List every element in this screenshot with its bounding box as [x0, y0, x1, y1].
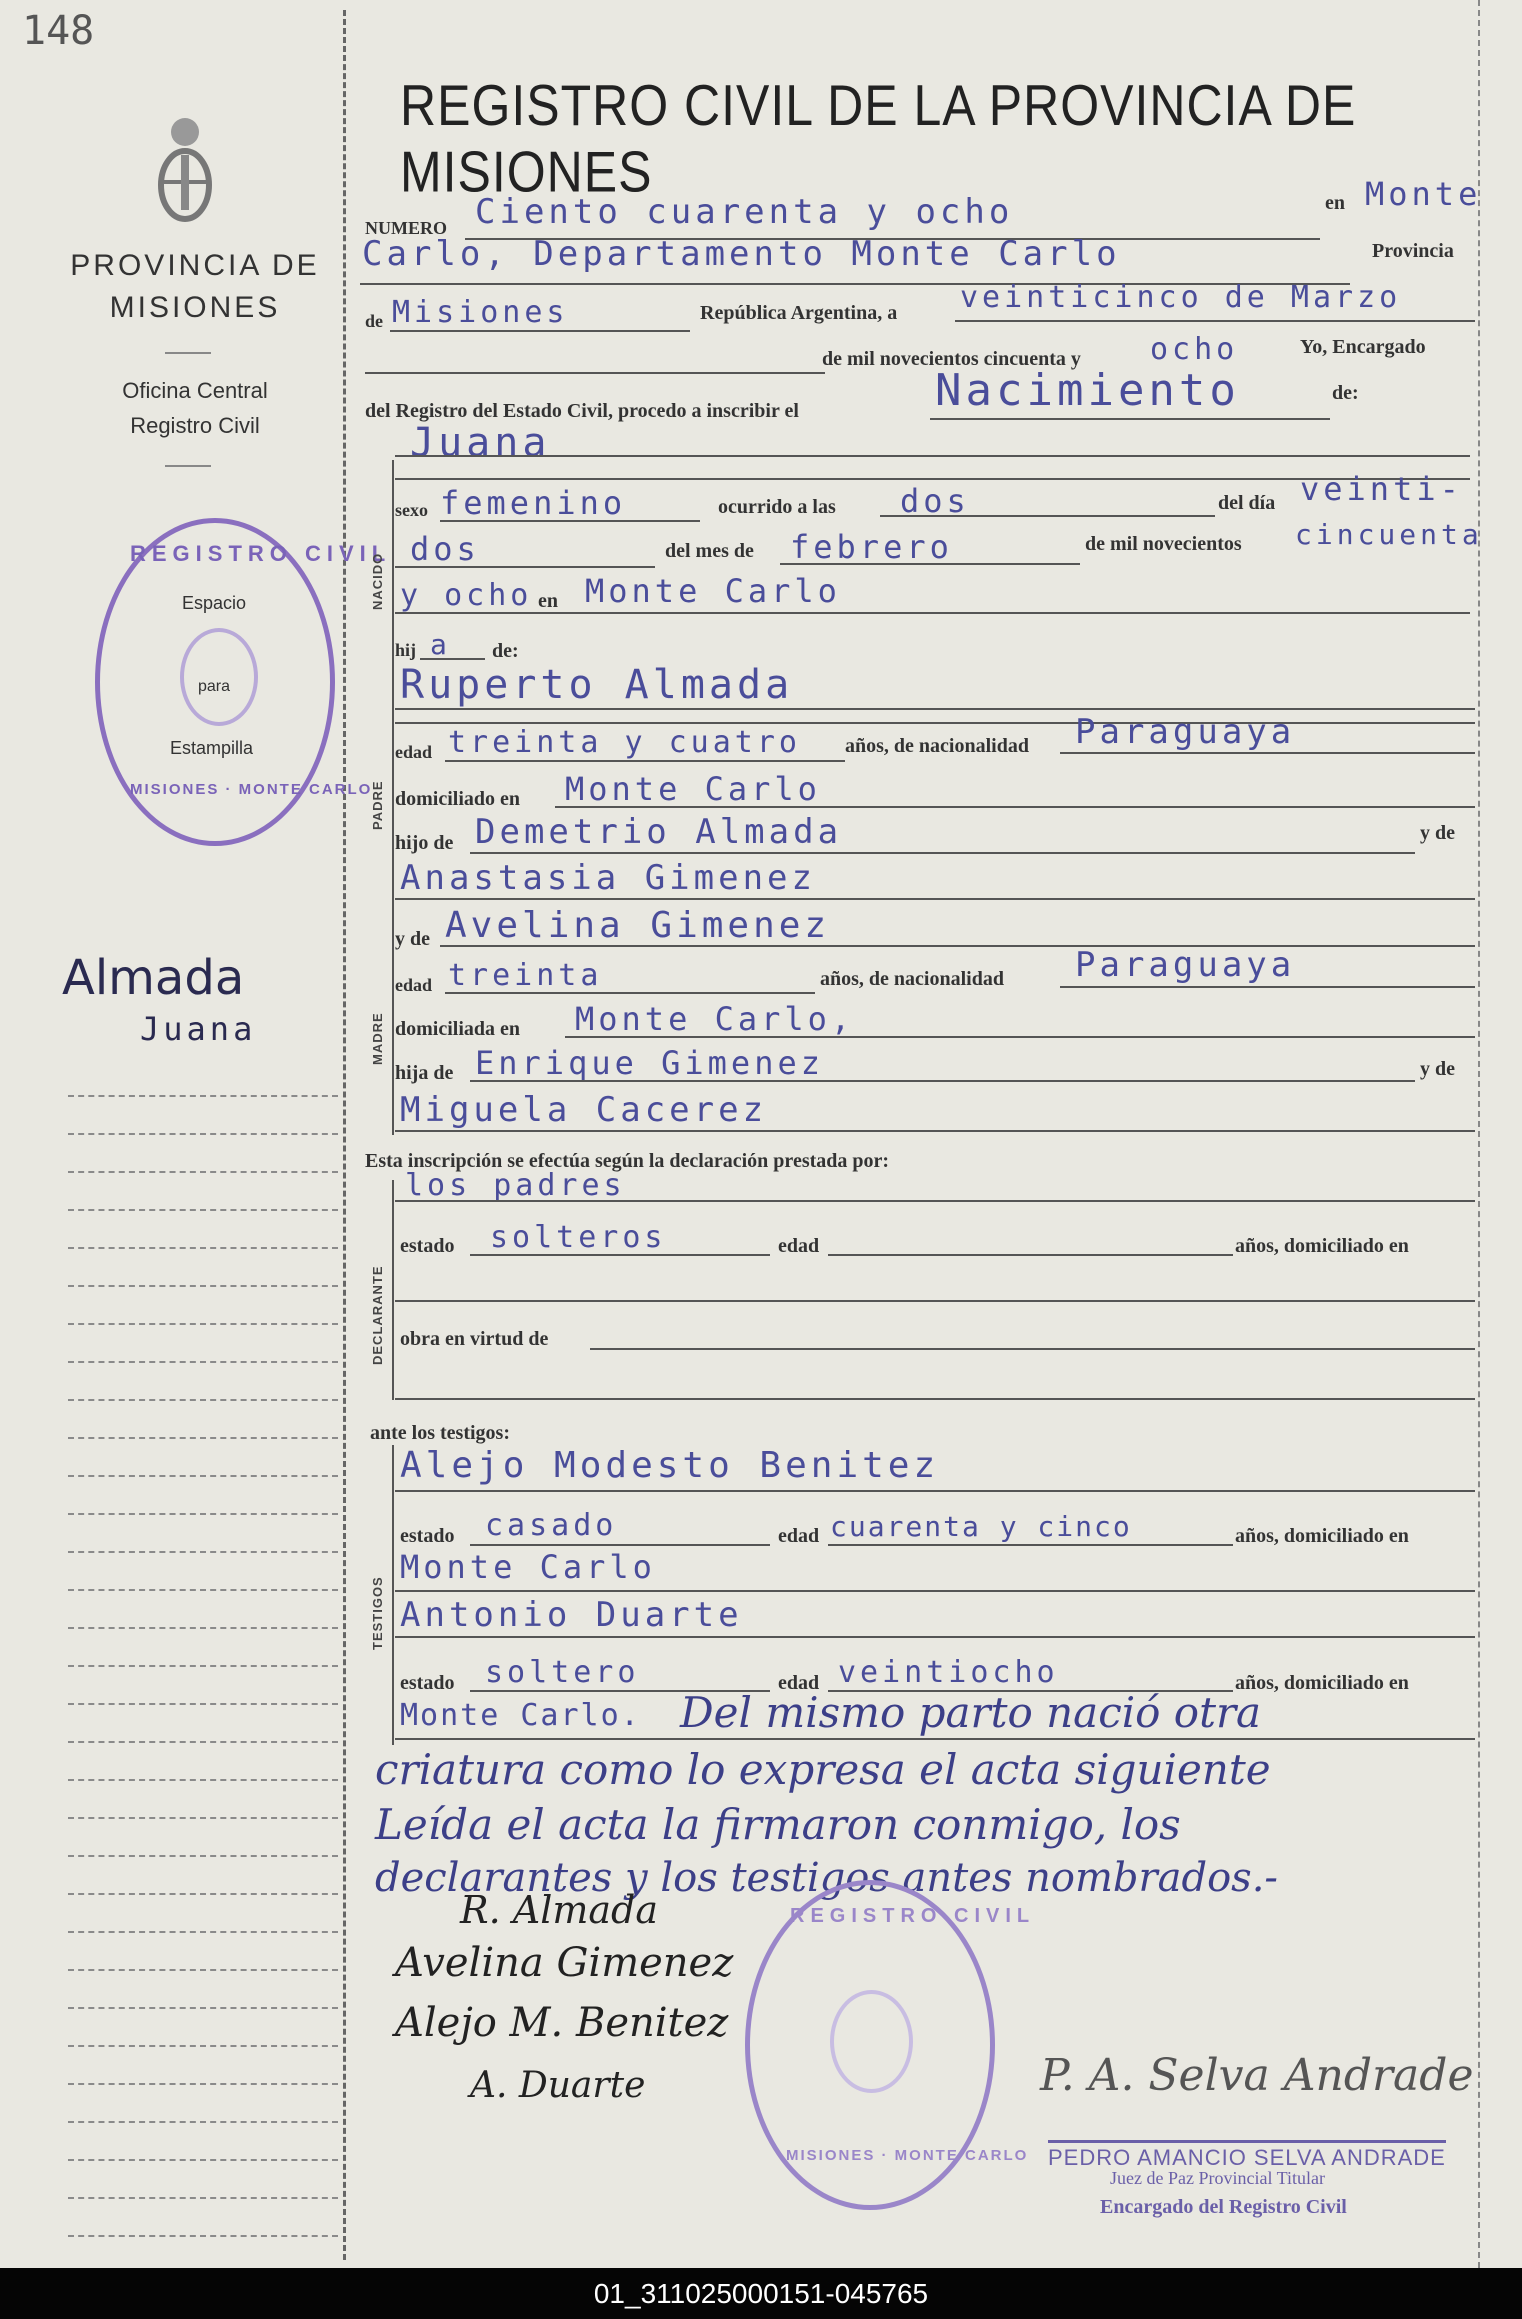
- rule-decl-3: [395, 1300, 1475, 1302]
- margin-divider: [343, 10, 346, 2260]
- margin-ruled-line: [68, 1361, 338, 1363]
- label-de-2: de:: [492, 640, 519, 662]
- section-label-declarante: DECLARANTE: [370, 1265, 385, 1365]
- margin-ruled-line: [68, 1589, 338, 1591]
- entry-madre: Avelina Gimenez: [445, 905, 831, 946]
- page-title: REGISTRO CIVIL DE LA PROVINCIA DE MISIONES: [400, 73, 1357, 205]
- note-line-1: Del mismo parto nació otra: [680, 1688, 1262, 1737]
- rule-provincia: [390, 330, 690, 332]
- stamp-arms-icon: [180, 628, 258, 726]
- left-office: Oficina Central: [122, 378, 268, 403]
- section-label-testigos: TESTIGOS: [370, 1576, 385, 1650]
- entry-edad-t2: veintiocho: [838, 1655, 1059, 1690]
- entry-estado-t2: soltero: [485, 1655, 640, 1690]
- rule-edad-padre: [445, 760, 845, 762]
- label-anos-dom-t1: años, domiciliado en: [1235, 1525, 1409, 1547]
- margin-ruled-line: [68, 2045, 338, 2047]
- label-y-de-p: y de: [1420, 822, 1455, 844]
- entry-acto: Nacimiento: [935, 365, 1240, 416]
- right-stamp-arms-icon: [830, 1990, 913, 2093]
- rule-obra: [590, 1348, 1475, 1350]
- entry-dom-t1: Monte Carlo: [400, 1548, 656, 1586]
- label-provincia: Provincia: [1372, 240, 1454, 262]
- entry-dom-madre: Monte Carlo,: [575, 1000, 855, 1038]
- rule-padre-2: [395, 722, 1475, 724]
- label-numero: NUMERO: [365, 218, 447, 238]
- left-province: PROVINCIA DE MISIONES: [70, 249, 320, 324]
- rule-dom-t2: [395, 1738, 1475, 1740]
- label-obra: obra en virtud de: [400, 1328, 549, 1350]
- entry-nac-padre: Paraguaya: [1075, 712, 1296, 752]
- left-separator-2: [165, 465, 211, 467]
- label-hija-de: hija de: [395, 1062, 454, 1084]
- entry-estado-decl: solteros: [490, 1220, 667, 1255]
- rule-hora: [880, 515, 1215, 517]
- margin-ruled-line: [68, 1247, 338, 1249]
- entry-sexo: femenino: [440, 484, 627, 522]
- page-number: 148: [22, 8, 95, 54]
- rule-nac-madre: [1060, 986, 1475, 988]
- label-mil: de mil novecientos cincuenta y: [822, 348, 1081, 370]
- note-line-4: declarantes y los testigos antes nombrados.-: [375, 1855, 1278, 1901]
- margin-ruled-line: [68, 1209, 338, 1211]
- rule-acto: [930, 418, 1330, 420]
- rule-mes: [780, 563, 1080, 565]
- entry-fecha: veinticinco de Marzo: [960, 280, 1402, 315]
- right-edge-line: [1478, 0, 1480, 2268]
- rule-edad-madre: [445, 992, 815, 994]
- section-bar-testigos: [392, 1445, 394, 1745]
- entry-testigo-2: Antonio Duarte: [400, 1595, 743, 1635]
- margin-ruled-line: [68, 1665, 338, 1667]
- margin-ruled-line: [68, 2083, 338, 2085]
- stamp-inner-2: para: [198, 678, 231, 695]
- entry-edad-padre: treinta y cuatro: [448, 725, 801, 760]
- signature-mother: Avelina Gimenez: [395, 1940, 734, 1986]
- entry-abuelo-p: Demetrio Almada: [475, 812, 843, 852]
- section-bar-madre: [392, 905, 394, 1135]
- rule-madre: [440, 945, 1475, 947]
- right-stamp-bottom: MISIONES · MONTE CARLO: [786, 2147, 1029, 2164]
- label-sexo: sexo: [395, 500, 428, 520]
- entry-nombre: Juana: [410, 420, 551, 466]
- left-separator: [165, 352, 211, 354]
- label-edad-decl: edad: [778, 1235, 820, 1257]
- margin-ruled-line: [68, 1437, 338, 1439]
- entry-edad-madre: treinta: [448, 958, 603, 993]
- rule-abuelo-m: [470, 1080, 1415, 1082]
- entry-anio: ocho: [1150, 332, 1239, 367]
- margin-ruled-line: [68, 2235, 338, 2237]
- margin-ruled-line: [68, 1893, 338, 1895]
- section-bar-padre: [392, 660, 394, 905]
- margin-ruled-line: [68, 1817, 338, 1819]
- entry-anio-nac: cincuenta: [1295, 518, 1483, 551]
- note-line-3: Leída el acta la firmaron conmigo, los: [375, 1800, 1181, 1849]
- entry-numero: Ciento cuarenta y ocho: [475, 192, 1014, 232]
- margin-given-name: Juana: [140, 1010, 257, 1048]
- signature-witness-1: Alejo M. Benitez: [395, 2000, 729, 2046]
- rule-abuelo-p: [470, 852, 1415, 854]
- rule-dom-madre: [565, 1036, 1475, 1038]
- rule-obra-2: [395, 1398, 1475, 1400]
- margin-ruled-line: [68, 1855, 338, 1857]
- footer-id: 01_311025000151-045765: [0, 2268, 1522, 2319]
- rule-estado-decl: [470, 1254, 770, 1256]
- rule-blank: [365, 372, 825, 374]
- rule-testigo-1: [395, 1490, 1475, 1492]
- entry-abuela-p: Anastasia Gimenez: [400, 858, 816, 898]
- rule-nac-padre: [1060, 752, 1475, 754]
- margin-ruled-line: [68, 2121, 338, 2123]
- entry-dom-padre: Monte Carlo: [565, 770, 821, 808]
- label-testigos: ante los testigos:: [370, 1422, 510, 1444]
- stamp-ring-text: REGISTRO CIVIL: [130, 541, 392, 566]
- margin-ruled-line: [68, 1285, 338, 1287]
- label-en-nac: en: [538, 590, 558, 612]
- rule-padre: [395, 708, 1475, 710]
- label-estado-t2: estado: [400, 1672, 455, 1694]
- label-de-mil: de mil novecientos: [1085, 533, 1242, 555]
- label-del-dia: del día: [1218, 492, 1276, 514]
- margin-ruled-line: [68, 2197, 338, 2199]
- margin-ruled-line: [68, 1969, 338, 1971]
- label-dom-madre: domiciliada en: [395, 1018, 521, 1040]
- rule-estado-t1: [470, 1544, 770, 1546]
- margin-ruled-line: [68, 1551, 338, 1553]
- entry-anio-nac-2: y ocho: [400, 578, 533, 613]
- label-estado-t1: estado: [400, 1525, 455, 1547]
- rule-nombre: [395, 455, 1470, 457]
- entry-lugar: Monte: [1365, 175, 1482, 213]
- stamp-inner-1: Espacio: [182, 593, 247, 613]
- margin-ruled-line: [68, 2159, 338, 2161]
- entry-lugar-nac: Monte Carlo: [585, 572, 841, 610]
- left-office-2: Registro Civil: [130, 413, 260, 438]
- entry-declarante: los padres: [405, 1168, 626, 1203]
- margin-ruled-line: [68, 1475, 338, 1477]
- entry-abuela-m: Miguela Cacerez: [400, 1090, 768, 1130]
- signature-witness-2: A. Duarte: [470, 2065, 646, 2106]
- label-y-de-madre: y de: [395, 928, 430, 950]
- note-line-2: criatura como lo expresa el acta siguiente: [375, 1745, 1271, 1794]
- margin-surname: Almada: [62, 950, 245, 1006]
- section-label-nacido: NACIDO: [370, 552, 385, 610]
- rule-testigo-2: [395, 1636, 1475, 1638]
- entry-dom-t2: Monte Carlo.: [400, 1698, 641, 1733]
- label-edad-madre: edad: [395, 975, 433, 995]
- margin-ruled-line: [68, 1931, 338, 1933]
- section-label-padre: PADRE: [370, 780, 385, 830]
- rule-sexo: [440, 520, 700, 522]
- section-label-madre: MADRE: [370, 1012, 385, 1065]
- label-de-colon: de:: [1332, 382, 1359, 404]
- judge-name: PEDRO AMANCIO SELVA ANDRADE: [1048, 2140, 1446, 2171]
- label-dom-padre: domiciliado en: [395, 788, 521, 810]
- margin-ruled-line: [68, 1627, 338, 1629]
- rule-fecha: [955, 320, 1475, 322]
- signature-father: R. Almada: [460, 1888, 659, 1932]
- margin-ruled-line: [68, 1133, 338, 1135]
- label-republica: República Argentina, a: [700, 302, 898, 324]
- label-edad-padre: edad: [395, 742, 433, 762]
- coat-of-arms-icon: [152, 110, 218, 230]
- label-del-mes: del mes de: [665, 540, 754, 562]
- judge-title: Juez de Paz Provincial Titular: [1110, 2168, 1325, 2188]
- entry-provincia: Misiones: [392, 295, 569, 330]
- label-edad-t1: edad: [778, 1525, 820, 1547]
- entry-testigo-1: Alejo Modesto Benitez: [400, 1445, 940, 1486]
- rule-hija: [420, 658, 485, 660]
- rule-dom-t1: [395, 1590, 1475, 1592]
- rule-abuela-m: [395, 1130, 1475, 1132]
- margin-ruled-line: [68, 1779, 338, 1781]
- section-bar-declarante: [392, 1180, 394, 1400]
- margin-ruled-line: [68, 1513, 338, 1515]
- label-nac-madre: años, de nacionalidad: [820, 968, 1004, 990]
- rule-dia: [395, 566, 655, 568]
- entry-padre: Ruperto Almada: [400, 662, 794, 708]
- entry-lugar-2: Carlo, Departamento Monte Carlo: [362, 234, 1121, 274]
- label-nac-padre: años, de nacionalidad: [845, 735, 1029, 757]
- stamp-bottom-text: MISIONES · MONTE CARLO: [130, 781, 373, 798]
- entry-estado-t1: casado: [485, 1508, 618, 1543]
- label-edad-t2: edad: [778, 1672, 820, 1694]
- label-y-de-m: y de: [1420, 1058, 1455, 1080]
- label-ocurrido: ocurrido a las: [718, 496, 836, 518]
- judge-role: Encargado del Registro Civil: [1100, 2196, 1347, 2218]
- entry-dia: veinti-: [1300, 470, 1463, 508]
- margin-ruled-line: [68, 2007, 338, 2009]
- label-anos-dom-decl: años, domiciliado en: [1235, 1235, 1409, 1257]
- margin-ruled-line: [68, 1095, 338, 1097]
- entry-hora: dos: [900, 482, 970, 520]
- label-estado-decl: estado: [400, 1235, 455, 1257]
- label-anos-dom-t2: años, domiciliado en: [1235, 1672, 1409, 1694]
- entry-nac-madre: Paraguaya: [1075, 945, 1296, 985]
- label-inscripcion: Esta inscripción se efectúa según la declaración prestada por:: [365, 1150, 890, 1172]
- label-yo-encargado: Yo, Encargado: [1300, 336, 1426, 358]
- entry-abuelo-m: Enrique Gimenez: [475, 1044, 824, 1082]
- rule-abuela-p: [395, 898, 1475, 900]
- stamp-inner-3: Estampilla: [170, 738, 254, 758]
- margin-ruled-line: [68, 1399, 338, 1401]
- label-en: en: [1325, 192, 1345, 214]
- margin-ruled-line: [68, 1741, 338, 1743]
- section-bar-nacido: [392, 460, 394, 680]
- right-registry-stamp: [745, 1880, 1036, 2210]
- margin-ruled-line: [68, 1171, 338, 1173]
- label-hijo-de: hijo de: [395, 832, 454, 854]
- entry-dia-2: dos: [410, 530, 480, 568]
- label-hija: hij: [395, 640, 417, 660]
- right-stamp-ring: REGISTRO CIVIL: [790, 1905, 1036, 1927]
- margin-ruled-line: [68, 1703, 338, 1705]
- rule-edad-decl: [828, 1254, 1233, 1256]
- rule-declarante: [395, 1200, 1475, 1202]
- entry-edad-t1: cuarenta y cinco: [830, 1510, 1132, 1543]
- entry-mes: febrero: [790, 528, 953, 566]
- rule-edad-t1: [828, 1544, 1233, 1546]
- label-de: de: [365, 311, 383, 331]
- entry-hija-a: a: [430, 628, 451, 661]
- signature-judge: P. A. Selva Andrade: [1040, 2050, 1474, 2101]
- margin-ruled-line: [68, 1323, 338, 1325]
- label-registro: del Registro del Estado Civil, procedo a inscribir el: [365, 400, 799, 422]
- rule-dom-padre: [555, 806, 1475, 808]
- rule-lugar-nac: [395, 612, 1470, 614]
